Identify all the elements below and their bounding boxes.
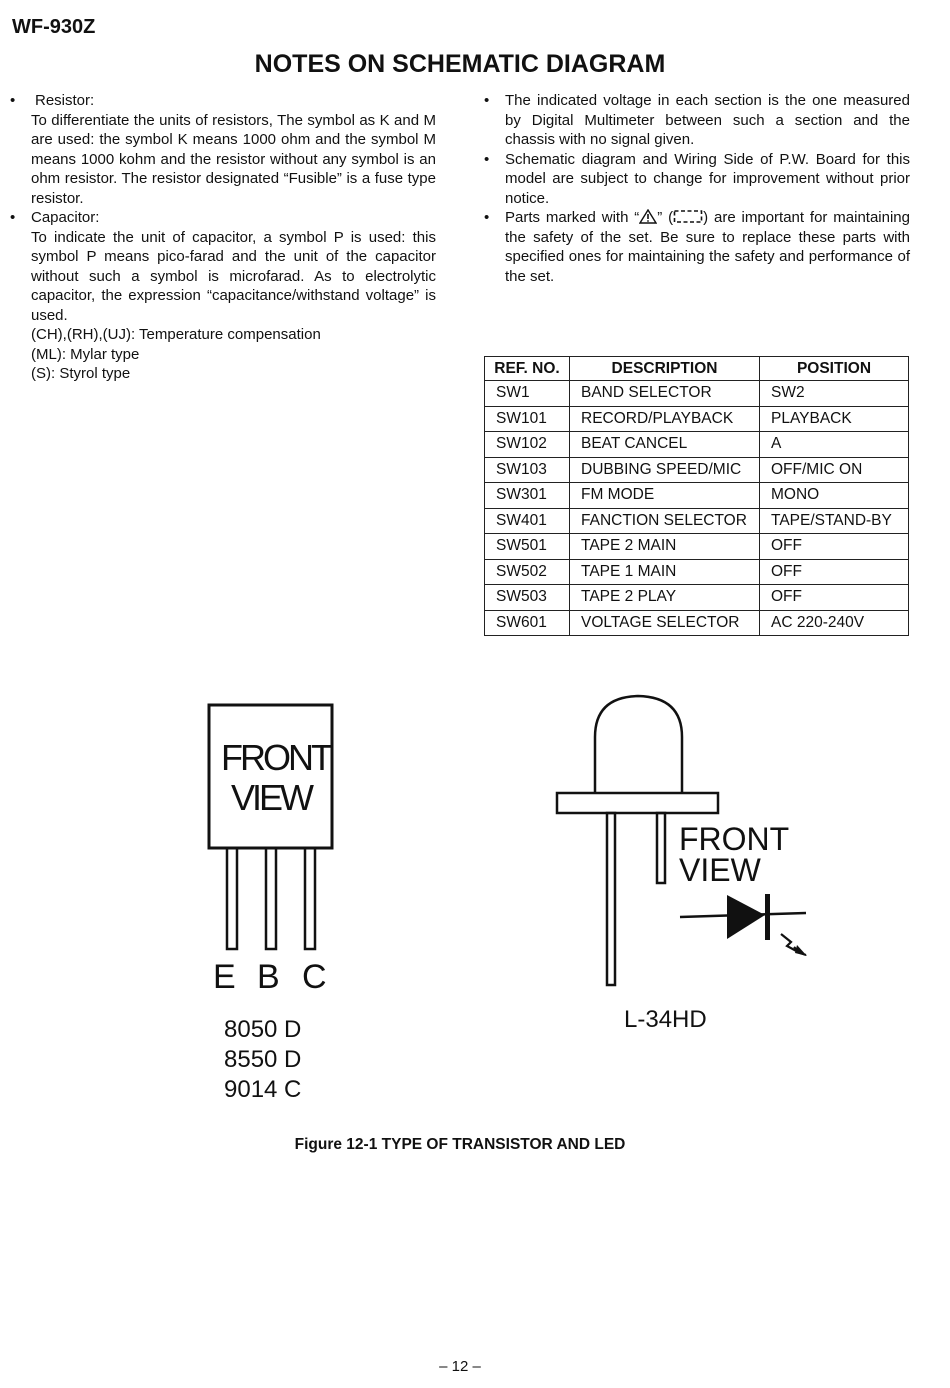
description-cell: TAPE 2 PLAY (570, 585, 760, 611)
change-note-text: Schematic diagram and Wiring Side of P.W. Board for this model are subject to change for improvement without prior notice. (505, 150, 910, 207)
bullet: • (484, 92, 490, 109)
description-cell: TAPE 1 MAIN (570, 559, 760, 585)
capacitor-label: Capacitor: (31, 209, 100, 226)
bullet: • (10, 92, 16, 109)
part-8550d: 8550 D (224, 1046, 302, 1073)
styrol-line: (S): Styrol type (31, 365, 131, 382)
position-cell: PLAYBACK (760, 406, 909, 432)
position-cell: MONO (760, 483, 909, 509)
page-title: NOTES ON SCHEMATIC DIAGRAM (254, 50, 666, 78)
figure-caption: Figure 12-1 TYPE OF TRANSISTOR AND LED (294, 1136, 626, 1153)
position-cell: A (760, 432, 909, 458)
pin-c-label: C (302, 958, 327, 996)
part-8050d: 8050 D (224, 1016, 302, 1043)
ref-cell: SW103 (485, 457, 570, 483)
resistor-label: Resistor: (35, 92, 95, 109)
led-dome (595, 696, 682, 793)
ref-cell: SW502 (485, 559, 570, 585)
description-cell: BAND SELECTOR (570, 381, 760, 407)
part-9014c: 9014 C (224, 1076, 302, 1103)
description-cell: BEAT CANCEL (570, 432, 760, 458)
page-number: – 12 – (439, 1358, 481, 1375)
capacitor-text: To indicate the unit of capacitor, a symbol P is used: this symbol P means pico-farad and the unit of the capacitor without such a symbol is microfarad. As to electrolytic capacitor, the expression “capacitance/withstand voltage” is used. (31, 228, 436, 324)
transistor-front-label: FRONT (221, 737, 330, 778)
led-long-lead (607, 813, 615, 985)
description-cell: TAPE 2 MAIN (570, 534, 760, 560)
position-cell: OFF (760, 559, 909, 585)
ref-cell: SW401 (485, 508, 570, 534)
description-cell: VOLTAGE SELECTOR (570, 610, 760, 636)
safety-note-prefix: Parts marked with “ (505, 209, 640, 226)
emitter-lead (227, 848, 237, 949)
header-ref-no: REF. NO. (485, 357, 570, 381)
position-cell: SW2 (760, 381, 909, 407)
led-view-label: VIEW (679, 852, 761, 888)
temp-compensation-line: (CH),(RH),(UJ): Temperature compensation (31, 326, 321, 343)
description-cell: DUBBING SPEED/MIC (570, 457, 760, 483)
description-cell: RECORD/PLAYBACK (570, 406, 760, 432)
led-short-lead (657, 813, 665, 883)
transistor-drawing (209, 705, 333, 1103)
base-lead (266, 848, 276, 949)
description-cell: FM MODE (570, 483, 760, 509)
ref-cell: SW102 (485, 432, 570, 458)
pin-e-label: E (213, 958, 236, 996)
collector-lead (305, 848, 315, 949)
position-cell: OFF (760, 585, 909, 611)
pin-b-label: B (257, 958, 280, 996)
transistor-view-label: VIEW (231, 777, 312, 818)
led-front-label: FRONT (679, 821, 790, 857)
position-cell: OFF (760, 534, 909, 560)
position-cell: TAPE/STAND-BY (760, 508, 909, 534)
ref-cell: SW1 (485, 381, 570, 407)
ref-cell: SW501 (485, 534, 570, 560)
led-drawing (557, 696, 807, 1033)
voltage-note-text: The indicated voltage in each section is the one measured by Digital Multimeter between such a section and the chassis with no signal given. (505, 92, 910, 148)
safety-note-mid: ” ( (657, 209, 674, 226)
led-part-label: L-34HD (624, 1006, 707, 1033)
resistor-text: To differentiate the units of resistors, The symbol as K and M are used: the symbol K means 1000 ohm and the symbol M means 1000 kohm and the resistor without any symbol is an ohm resistor. The resistor designated “Fusible” is a fuse type resistor. (31, 111, 436, 207)
bullet: • (10, 209, 16, 226)
model-number: WF-930Z (12, 16, 96, 38)
header-position: POSITION (760, 357, 909, 381)
mylar-line: (ML): Mylar type (31, 345, 140, 363)
bullet: • (484, 150, 490, 168)
bullet: • (484, 209, 490, 226)
position-cell: OFF/MIC ON (760, 457, 909, 483)
ref-cell: SW503 (485, 585, 570, 611)
header-description: DESCRIPTION (570, 357, 760, 381)
led-flange (557, 793, 718, 813)
safety-note-suffix: ) are important for maintaining the safety of the set. Be sure to replace these parts with specified ones for maintaining the safety and performance of the set. (505, 209, 910, 285)
ref-cell: SW101 (485, 406, 570, 432)
led-symbol-icon (680, 894, 807, 956)
position-cell: AC 220-240V (760, 610, 909, 636)
ref-cell: SW301 (485, 483, 570, 509)
description-cell: FANCTION SELECTOR (570, 508, 760, 534)
ref-cell: SW601 (485, 610, 570, 636)
